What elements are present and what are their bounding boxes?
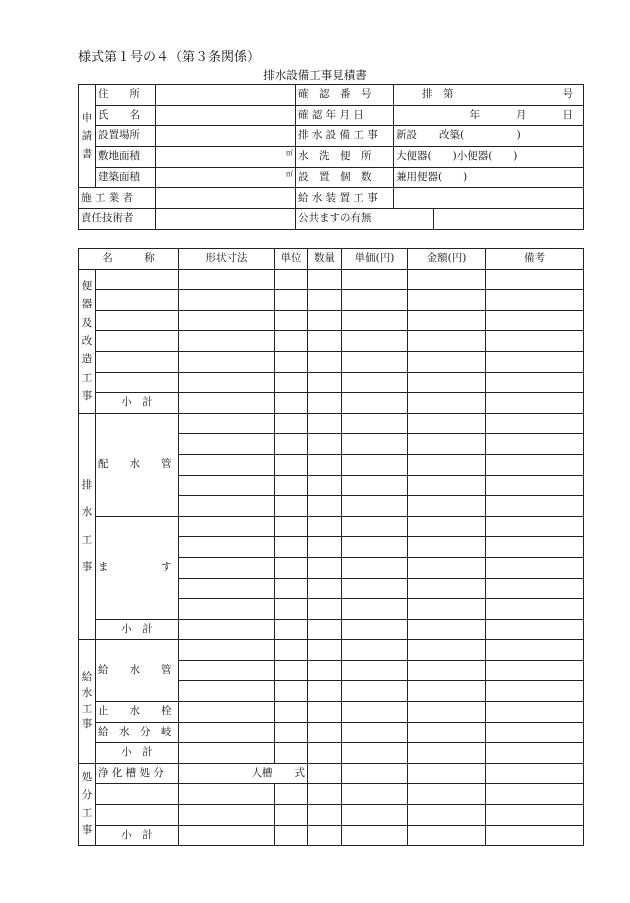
table-cell[interactable]: [275, 784, 308, 805]
table-cell[interactable]: [275, 393, 308, 414]
table-cell[interactable]: [179, 351, 275, 372]
table-cell[interactable]: [308, 372, 342, 393]
table-cell[interactable]: [308, 331, 342, 352]
table-cell[interactable]: [179, 660, 275, 681]
table-cell[interactable]: [342, 331, 408, 352]
flush-toilet-label: 水 洗 便 所: [296, 147, 394, 168]
table-cell[interactable]: [308, 763, 342, 784]
table-cell[interactable]: [308, 578, 342, 599]
table-cell[interactable]: [408, 290, 486, 311]
septic-disposal-label: 浄 化 槽 処 分: [96, 763, 179, 784]
table-cell[interactable]: [342, 393, 408, 414]
subtotal-label: 小 計: [96, 825, 179, 846]
table-cell[interactable]: [408, 743, 486, 764]
site-label: 設置場所: [96, 126, 156, 147]
supply-work-section-label: 給 水 工 事: [79, 640, 96, 764]
table-cell[interactable]: [275, 619, 308, 640]
table-cell[interactable]: [179, 331, 275, 352]
subtotal-row: [79, 393, 584, 414]
table-cell[interactable]: [179, 516, 275, 537]
septic-capacity-field[interactable]: 人槽: [179, 763, 275, 784]
table-cell[interactable]: [308, 599, 342, 620]
table-row: [79, 269, 584, 290]
table-cell[interactable]: [179, 578, 275, 599]
confirm-number-field[interactable]: 排 第 号: [394, 85, 584, 106]
table-cell[interactable]: [408, 640, 486, 661]
table-cell[interactable]: [96, 269, 179, 290]
table-row: [79, 763, 584, 784]
table-cell[interactable]: [408, 805, 486, 826]
column-shape: 形状寸法: [179, 249, 275, 270]
table-cell[interactable]: [486, 310, 584, 331]
name-field[interactable]: [156, 105, 296, 126]
table-cell[interactable]: [408, 825, 486, 846]
table-row: [79, 702, 584, 723]
table-cell[interactable]: [486, 640, 584, 661]
table-cell[interactable]: [308, 681, 342, 702]
water-supply-work-label: 給 水 装 置 工 事: [296, 188, 394, 209]
table-cell[interactable]: [308, 660, 342, 681]
table-cell[interactable]: [96, 351, 179, 372]
table-row: [79, 290, 584, 311]
site-area-label: 敷地面積: [96, 147, 156, 168]
table-cell[interactable]: [486, 372, 584, 393]
table-cell[interactable]: [308, 784, 342, 805]
table-row: [79, 331, 584, 352]
table-cell[interactable]: [486, 537, 584, 558]
table-cell[interactable]: [308, 557, 342, 578]
table-cell[interactable]: [275, 660, 308, 681]
table-cell[interactable]: [96, 805, 179, 826]
public-masu-field[interactable]: [434, 209, 584, 230]
table-cell[interactable]: [342, 269, 408, 290]
table-cell[interactable]: [408, 681, 486, 702]
table-cell[interactable]: [342, 722, 408, 743]
site-field[interactable]: [156, 126, 296, 147]
table-row: [79, 351, 584, 372]
table-cell[interactable]: [308, 496, 342, 517]
table-cell[interactable]: [486, 557, 584, 578]
water-supply-work-field[interactable]: [394, 188, 584, 209]
table-cell[interactable]: [275, 599, 308, 620]
table-cell[interactable]: [308, 269, 342, 290]
table-cell[interactable]: [275, 351, 308, 372]
table-row: [79, 413, 584, 434]
table-cell[interactable]: [179, 619, 275, 640]
table-cell[interactable]: [486, 763, 584, 784]
table-row: [79, 372, 584, 393]
table-cell[interactable]: [308, 310, 342, 331]
table-cell[interactable]: [408, 660, 486, 681]
table-cell[interactable]: [308, 619, 342, 640]
table-cell[interactable]: [408, 619, 486, 640]
table-cell[interactable]: [308, 413, 342, 434]
table-cell[interactable]: [486, 351, 584, 372]
table-cell[interactable]: [275, 434, 308, 455]
flush-toilet-field[interactable]: 大便器( )小便器( ): [394, 147, 584, 168]
table-cell[interactable]: [275, 825, 308, 846]
table-cell[interactable]: [486, 393, 584, 414]
table-cell[interactable]: [96, 310, 179, 331]
table-cell[interactable]: [408, 516, 486, 537]
table-cell[interactable]: [179, 640, 275, 661]
table-cell[interactable]: [308, 825, 342, 846]
table-cell[interactable]: [486, 516, 584, 537]
table-cell[interactable]: [408, 722, 486, 743]
document-title: 排水設備工事見積書: [263, 68, 367, 82]
column-unit-price: 単価(円): [342, 249, 408, 270]
table-cell[interactable]: [275, 331, 308, 352]
table-row: [79, 516, 584, 537]
table-cell[interactable]: [486, 722, 584, 743]
masu-label: ま す: [96, 516, 179, 619]
application-info-table: [78, 84, 584, 230]
table-cell[interactable]: [408, 454, 486, 475]
table-cell[interactable]: [308, 722, 342, 743]
table-cell[interactable]: [275, 269, 308, 290]
applicant-section-label: 申 請 書: [79, 85, 96, 188]
table-cell[interactable]: [96, 290, 179, 311]
table-cell[interactable]: [486, 825, 584, 846]
install-count-field[interactable]: 兼用便器( ): [394, 167, 584, 188]
table-cell[interactable]: [486, 434, 584, 455]
table-cell[interactable]: [308, 516, 342, 537]
table-cell[interactable]: [308, 640, 342, 661]
table-cell[interactable]: [342, 475, 408, 496]
table-cell[interactable]: [308, 702, 342, 723]
disposal-work-section-label: 処 分 工 事: [79, 763, 96, 845]
table-cell[interactable]: [342, 763, 408, 784]
address-field[interactable]: [156, 85, 296, 106]
table-cell[interactable]: [408, 351, 486, 372]
table-cell[interactable]: [342, 681, 408, 702]
table-cell[interactable]: [486, 805, 584, 826]
facility-work-label: 排 水 設 備 工 事: [296, 126, 394, 147]
table-cell[interactable]: [275, 310, 308, 331]
table-cell[interactable]: [408, 784, 486, 805]
table-cell[interactable]: [275, 640, 308, 661]
table-cell[interactable]: [408, 763, 486, 784]
table-cell[interactable]: [179, 702, 275, 723]
table-cell[interactable]: [179, 393, 275, 414]
table-cell[interactable]: [486, 743, 584, 764]
table-cell[interactable]: [308, 434, 342, 455]
table-cell[interactable]: [179, 681, 275, 702]
stop-valve-label: 止 水 栓: [96, 702, 179, 723]
table-cell[interactable]: [179, 310, 275, 331]
table-cell[interactable]: [342, 825, 408, 846]
table-cell[interactable]: [408, 331, 486, 352]
table-cell[interactable]: [179, 372, 275, 393]
address-label: 住 所: [96, 85, 156, 106]
engineer-label: 責任技術者: [79, 209, 156, 230]
table-cell[interactable]: [275, 743, 308, 764]
table-cell[interactable]: [408, 578, 486, 599]
table-cell[interactable]: [96, 331, 179, 352]
table-cell[interactable]: [308, 743, 342, 764]
subtotal-label: 小 計: [96, 743, 179, 764]
table-cell[interactable]: [486, 331, 584, 352]
table-cell[interactable]: [342, 557, 408, 578]
table-cell[interactable]: [408, 599, 486, 620]
subtotal-row: [79, 743, 584, 764]
confirm-date-label: 確 認 年 月 日: [296, 105, 394, 126]
table-cell[interactable]: [275, 516, 308, 537]
table-cell[interactable]: [275, 290, 308, 311]
column-quantity: 数量: [308, 249, 342, 270]
table-cell[interactable]: [308, 351, 342, 372]
confirm-date-field[interactable]: 年 月 日: [394, 105, 584, 126]
table-cell[interactable]: [179, 496, 275, 517]
subtotal-label: 小 計: [96, 393, 179, 414]
table-cell[interactable]: [308, 393, 342, 414]
table-cell[interactable]: [408, 475, 486, 496]
estimate-items-table: [78, 248, 584, 846]
column-amount: 金額(円): [408, 249, 486, 270]
column-name: 名 称: [79, 249, 179, 270]
table-cell[interactable]: [342, 290, 408, 311]
table-cell[interactable]: [275, 372, 308, 393]
table-cell[interactable]: [342, 784, 408, 805]
table-cell[interactable]: [275, 722, 308, 743]
table-row: [79, 722, 584, 743]
table-cell[interactable]: [342, 372, 408, 393]
table-cell[interactable]: [342, 743, 408, 764]
table-cell[interactable]: [179, 413, 275, 434]
header-row: [79, 249, 584, 270]
install-count-label: 設 置 個 数: [296, 167, 394, 188]
table-cell[interactable]: [275, 537, 308, 558]
table-cell[interactable]: [486, 413, 584, 434]
table-cell[interactable]: [408, 372, 486, 393]
table-cell[interactable]: [342, 640, 408, 661]
table-row: [79, 784, 584, 805]
distribution-pipe-label: 配 水 管: [96, 413, 179, 516]
table-cell[interactable]: [308, 805, 342, 826]
table-cell[interactable]: [486, 290, 584, 311]
septic-unit-field[interactable]: 式: [275, 763, 308, 784]
table-cell[interactable]: [179, 743, 275, 764]
table-row: [79, 640, 584, 661]
table-cell[interactable]: [342, 413, 408, 434]
table-cell[interactable]: [408, 702, 486, 723]
table-cell[interactable]: [408, 537, 486, 558]
table-cell[interactable]: [486, 578, 584, 599]
table-cell[interactable]: [486, 702, 584, 723]
table-cell[interactable]: [179, 557, 275, 578]
engineer-field[interactable]: [156, 209, 296, 230]
site-area-field[interactable]: ㎡: [156, 147, 296, 168]
table-cell[interactable]: [342, 434, 408, 455]
form-number-label: 様式第１号の４（第３条関係）: [78, 50, 261, 65]
table-cell[interactable]: [342, 516, 408, 537]
table-cell[interactable]: [275, 702, 308, 723]
table-cell[interactable]: [179, 722, 275, 743]
table-cell[interactable]: [275, 557, 308, 578]
table-cell[interactable]: [179, 784, 275, 805]
column-unit: 単位: [275, 249, 308, 270]
table-cell[interactable]: [342, 702, 408, 723]
table-cell[interactable]: [408, 496, 486, 517]
table-cell[interactable]: [179, 805, 275, 826]
name-label: 氏 名: [96, 105, 156, 126]
subtotal-row: [79, 825, 584, 846]
building-area-field[interactable]: ㎡: [156, 167, 296, 188]
drain-work-section-label: 排 水 工 事: [79, 413, 96, 640]
contractor-field[interactable]: [156, 188, 296, 209]
table-cell[interactable]: [486, 269, 584, 290]
table-cell[interactable]: [408, 434, 486, 455]
column-remarks: 備考: [486, 249, 584, 270]
table-cell[interactable]: [179, 290, 275, 311]
table-cell[interactable]: [275, 681, 308, 702]
building-area-label: 建築面積: [96, 167, 156, 188]
table-cell[interactable]: [342, 578, 408, 599]
table-cell[interactable]: [486, 454, 584, 475]
contractor-label: 施 工 業 者: [79, 188, 156, 209]
facility-work-field[interactable]: 新設 改築( ): [394, 126, 584, 147]
table-cell[interactable]: [308, 290, 342, 311]
table-cell[interactable]: [408, 310, 486, 331]
table-cell[interactable]: [408, 393, 486, 414]
supply-pipe-label: 給 水 管: [96, 640, 179, 702]
subtotal-label: 小 計: [96, 619, 179, 640]
table-cell[interactable]: [342, 537, 408, 558]
table-cell[interactable]: [275, 496, 308, 517]
table-cell[interactable]: [308, 454, 342, 475]
table-cell[interactable]: [275, 413, 308, 434]
subtotal-row: [79, 619, 584, 640]
table-cell[interactable]: [275, 475, 308, 496]
table-cell[interactable]: [408, 413, 486, 434]
table-cell[interactable]: [342, 599, 408, 620]
table-cell[interactable]: [308, 537, 342, 558]
table-cell[interactable]: [486, 784, 584, 805]
table-cell[interactable]: [342, 454, 408, 475]
table-cell[interactable]: [486, 599, 584, 620]
table-cell[interactable]: [342, 310, 408, 331]
table-cell[interactable]: [408, 557, 486, 578]
table-row: [79, 310, 584, 331]
table-cell[interactable]: [96, 784, 179, 805]
table-cell[interactable]: [342, 660, 408, 681]
table-cell[interactable]: [179, 454, 275, 475]
table-cell[interactable]: [179, 537, 275, 558]
supply-branch-label: 給 水 分 岐: [96, 722, 179, 743]
table-cell[interactable]: [275, 454, 308, 475]
table-cell[interactable]: [342, 805, 408, 826]
table-cell[interactable]: [179, 269, 275, 290]
table-cell[interactable]: [486, 475, 584, 496]
table-cell[interactable]: [342, 496, 408, 517]
table-cell[interactable]: [179, 434, 275, 455]
table-cell[interactable]: [408, 269, 486, 290]
table-row: [79, 805, 584, 826]
table-cell[interactable]: [179, 825, 275, 846]
table-cell[interactable]: [342, 619, 408, 640]
table-cell[interactable]: [275, 805, 308, 826]
table-cell[interactable]: [342, 351, 408, 372]
table-cell[interactable]: [486, 619, 584, 640]
table-cell[interactable]: [275, 578, 308, 599]
table-cell[interactable]: [179, 599, 275, 620]
table-cell[interactable]: [486, 660, 584, 681]
table-cell[interactable]: [486, 496, 584, 517]
public-masu-label: 公共ますの有無: [296, 209, 434, 230]
table-cell[interactable]: [179, 475, 275, 496]
toilet-work-section-label: 便 器 及 改 造 工 事: [79, 269, 96, 413]
confirm-number-label: 確 認 番 号: [296, 85, 394, 106]
table-cell[interactable]: [96, 372, 179, 393]
table-cell[interactable]: [308, 475, 342, 496]
table-cell[interactable]: [486, 681, 584, 702]
